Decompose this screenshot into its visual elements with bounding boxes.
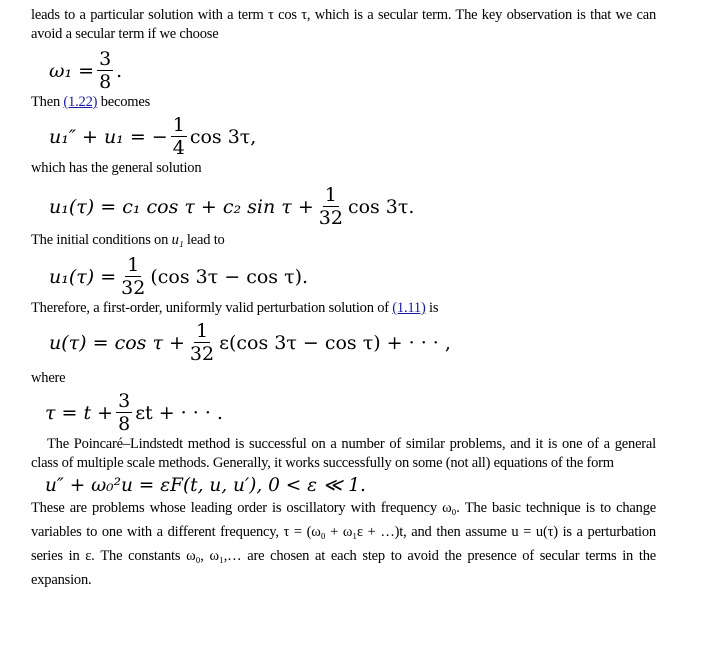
initial-pre: The initial conditions on	[31, 232, 172, 248]
eq5-numerator: 1	[195, 320, 209, 342]
eq3-numerator: 1	[324, 184, 337, 206]
eq6-lhs: τ = t +	[45, 401, 114, 424]
equation-ref-1-22[interactable]: (1.22)	[63, 94, 98, 110]
eq2-fraction	[171, 114, 187, 159]
initial-var: u₁	[171, 232, 184, 248]
eq5-fraction	[188, 320, 216, 365]
equation-general-form: u″ + ω₀²u = εF(t, u, u′), 0 < ε ≪ 1.	[45, 475, 366, 496]
eq2-denominator: 4	[172, 137, 185, 159]
equation-tau	[45, 390, 656, 435]
paragraph-initial-conditions	[31, 231, 656, 250]
therefore-pre: Therefore, a first-order, uniformly valid perturbation solution of	[31, 300, 393, 316]
eq1-fraction	[97, 48, 113, 93]
paragraph-secular-term: leads to a particular solution with a term τ cos τ, which is a secular term. The key observation is that we can avoid a secular term if we choose	[31, 7, 656, 42]
paragraph-poincare-lindstedt: The Poincaré–Lindstedt method is successful on a number of similar problems, and it is one of a general class of multiple scale methods. Generally, it works successfully on some (not all) equations of the form	[31, 436, 656, 471]
eq6-tail: εt + · · · .	[135, 401, 223, 424]
equation-ref-1-11[interactable]: (1.11)	[392, 300, 426, 316]
equation-u1-ode	[49, 114, 656, 159]
eq3-tail: cos 3τ.	[347, 195, 415, 218]
eq5-denominator: 32	[189, 343, 215, 365]
eq3-lhs: u₁(τ) = c₁ cos τ + c₂ sin τ +	[49, 195, 314, 218]
eq6-numerator: 3	[118, 390, 131, 412]
eq6-denominator: 8	[118, 413, 131, 435]
paragraph-basic-technique: These are problems whose leading order is oscillatory with frequency ω₀. The basic technique is to change variables to one with a different frequency, τ = (ω₀ + ω₁ε + …)t, and then assume u = u(τ) is a perturbation series in ε. The constants ω₀, ω₁,… are chosen at each step to avoid the presence of secular terms in the expansion.	[31, 500, 656, 588]
eq6-fraction	[116, 390, 132, 435]
eq1-tail: .	[116, 59, 123, 82]
document-page	[31, 6, 656, 592]
equation-omega1	[49, 48, 656, 93]
then-pre: Then	[31, 94, 64, 110]
eq3-fraction	[317, 184, 345, 229]
paragraph-then-becomes	[31, 93, 656, 112]
eq2-numerator: 1	[172, 114, 185, 136]
paragraph-where: where	[31, 370, 66, 386]
eq3-denominator: 32	[318, 207, 343, 229]
equation-u-solution	[49, 320, 656, 365]
eq1-numerator: 3	[99, 48, 112, 70]
eq1-denominator: 8	[99, 71, 112, 93]
eq2-tail: cos 3τ,	[189, 125, 257, 148]
eq4-tail: (cos 3τ − cos τ).	[150, 265, 309, 288]
eq5-lhs: u(τ) = cos τ +	[49, 331, 185, 354]
paragraph-therefore	[31, 299, 656, 318]
eq4-numerator: 1	[127, 254, 140, 276]
eq4-denominator: 32	[121, 277, 146, 299]
equation-u1-general	[49, 184, 656, 229]
therefore-post: is	[425, 300, 439, 316]
eq4-lhs: u₁(τ) =	[49, 265, 117, 288]
equation-u1-particular	[49, 254, 656, 299]
paragraph-general-solution: which has the general solution	[31, 160, 202, 176]
eq1-lhs: ω₁ =	[49, 59, 95, 82]
eq4-fraction	[119, 254, 147, 299]
then-post: becomes	[97, 94, 151, 110]
initial-post: lead to	[183, 232, 225, 248]
eq2-lhs: u₁″ + u₁ = −	[49, 125, 168, 148]
eq5-tail: ε(cos 3τ − cos τ) + · · · ,	[219, 331, 451, 354]
